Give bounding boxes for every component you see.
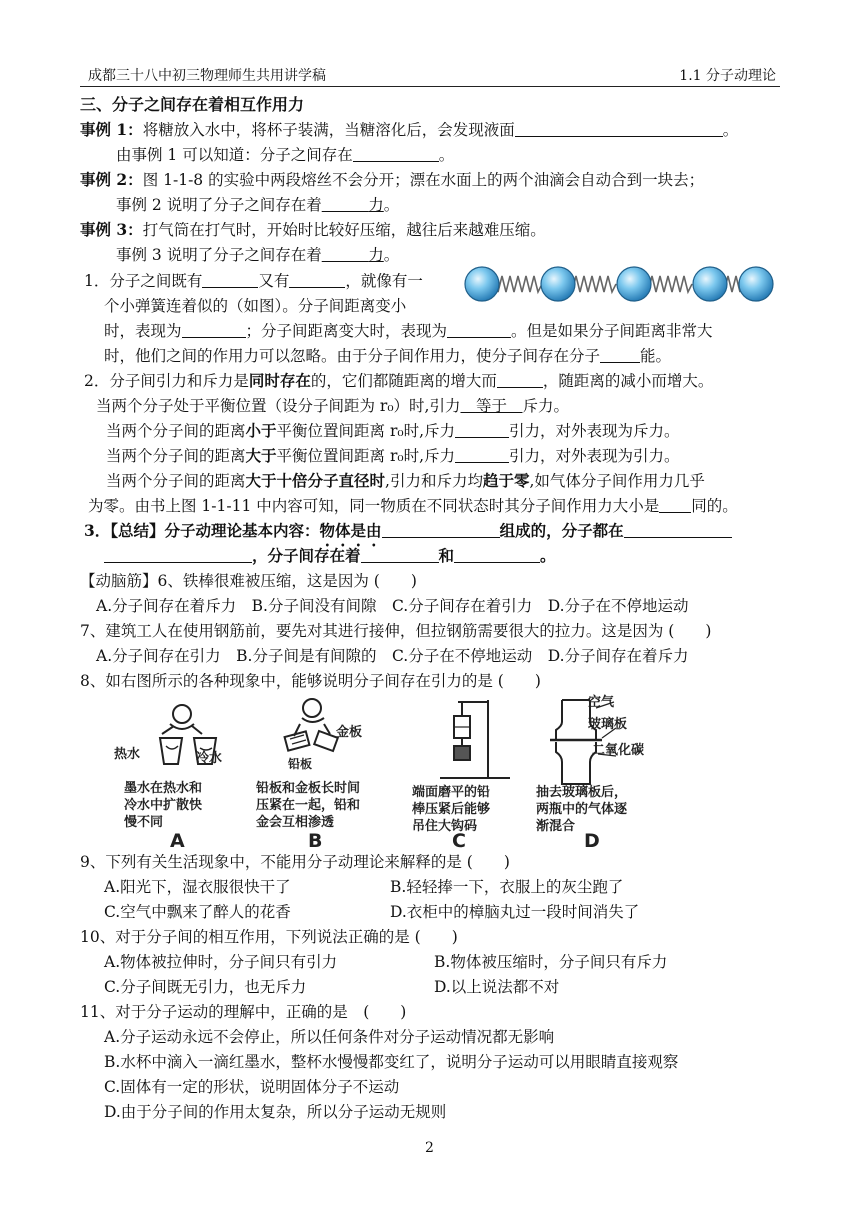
- page-header: [80, 62, 780, 87]
- question-6-stem: 【动脑筋】6、铁棒很难被压缩，这是因为 ( ): [80, 572, 417, 590]
- example-2: 事例 2：图 1-1-8 的实验中两段熔丝不会分开；漂在水面上的两个油滴会自动合到一块去；: [80, 170, 705, 189]
- point-1-line-4: 时，他们之间的作用力可以忽略。由于分子间作用力，使分子间存在分子 能。: [104, 347, 672, 365]
- blank[interactable]: [382, 521, 500, 538]
- blank[interactable]: 等于: [475, 397, 507, 415]
- blank[interactable]: [624, 521, 732, 538]
- header-lesson: 1.1 分子动理论: [679, 68, 776, 84]
- label-cold-water: 冷水: [196, 751, 223, 766]
- point-1-line-3: 时，表现为 ；分子间距离变大时，表现为 。但是如果分子间距离非常大: [104, 322, 713, 340]
- caption-c: 端面磨平的铅 棒压紧后能够 吊住大钩码: [412, 785, 491, 834]
- option-b[interactable]: B.分子间是有间隙的: [236, 647, 377, 665]
- question-7-options: [96, 645, 689, 667]
- question-10-option-d[interactable]: D.以上说法都不对: [434, 978, 560, 996]
- point-2-line-5: 当两个分子间的距离大于十倍分子直径时,引力和斥力均趋于零,如气体分子间作用力几乎: [106, 471, 705, 490]
- point-2-line-3: 当两个分子间的距离小于平衡位置间距离 r₀时,斥力 引力，对外表现为斥力。: [106, 421, 680, 440]
- question-11-option-d[interactable]: D.由于分子间的作用太复杂，所以分子运动无规则: [104, 1103, 447, 1121]
- question-6-options: [96, 595, 689, 617]
- option-d[interactable]: D.分子在不停地运动: [547, 597, 689, 615]
- example-1: 事例 1：将糖放入水中，将杯子装满，当糖溶化后，会发现液面 。: [80, 120, 739, 139]
- blank[interactable]: [202, 271, 258, 288]
- question-8-stem: 8、如右图所示的各种现象中，能够说明分子间存在引力的是 ( ): [80, 672, 541, 690]
- option-a[interactable]: A.分子间存在引力: [96, 647, 221, 665]
- caption-a: 墨水在热水和 冷水中扩散快 慢不同: [124, 781, 203, 830]
- label-lead-plate: 铅板: [288, 757, 313, 771]
- blank[interactable]: 力: [368, 246, 384, 264]
- point-3-line-2: ，分子间存在着 和 。: [104, 545, 556, 567]
- molecule-spring-diagram: [462, 262, 776, 306]
- molecule: [541, 267, 575, 301]
- question-9-option-b[interactable]: B.轻轻捧一下，衣服上的灰尘跑了: [390, 878, 624, 896]
- blank[interactable]: [455, 446, 509, 463]
- point-2-line-2: 当两个分子处于平衡位置（设分子间距为 r₀）时,引力 等于 斥力。: [96, 397, 570, 415]
- point-1-line-2: 个小弹簧连着似的（如图）。分子间距离变小: [104, 297, 407, 315]
- section-title: 三、分子之间存在着相互作用力: [80, 95, 305, 114]
- example-1-conclusion: 由事例 1 可以知道：分子之间存在 。: [116, 146, 455, 164]
- question-8-figure: [110, 694, 645, 852]
- point-3-line-1: 3．【总结】分子动理论基本内容：物体是由 组成的，分子都在: [84, 520, 732, 550]
- question-11-stem: 11、对于分子运动的理解中，正确的是 ( ): [80, 1003, 407, 1021]
- blank[interactable]: [515, 120, 723, 137]
- question-9-option-a[interactable]: A.阳光下，湿衣服很快干了: [104, 878, 291, 896]
- label-glass-plate: 玻璃板: [588, 717, 628, 732]
- blank[interactable]: [600, 346, 640, 363]
- blank[interactable]: [454, 546, 540, 563]
- label-gold-plate: 金板: [336, 725, 363, 740]
- molecule: [617, 267, 651, 301]
- question-9-option-c[interactable]: C.空气中飘来了醉人的花香: [104, 903, 291, 921]
- question-10-stem: 10、对于分子间的相互作用，下列说法正确的是 ( ): [80, 928, 458, 946]
- figure-letter-b: B: [308, 830, 323, 852]
- sketch-c: [440, 700, 510, 778]
- option-a[interactable]: A.分子间存在着斥力: [96, 597, 237, 615]
- question-11-option-b[interactable]: B.水杯中滴入一滴红墨水，整杯水慢慢都变红了，说明分子运动可以用眼睛直接观察: [104, 1053, 679, 1071]
- sketch-b: [285, 699, 338, 751]
- molecule: [739, 267, 773, 301]
- label-air: 空气: [588, 695, 615, 710]
- example-3-conclusion: 事例 3 说明了分子之间存在着 力。: [116, 246, 400, 264]
- blank[interactable]: [182, 321, 246, 338]
- page-number: 2: [425, 1140, 434, 1156]
- blank[interactable]: [353, 145, 439, 162]
- example-3: 事例 3：打气筒在打气时，开始时比较好压缩，越往后来越难压缩。: [80, 220, 546, 239]
- blank[interactable]: [289, 271, 345, 288]
- caption-d: 抽去玻璃板后， 两瓶中的气体逐 渐混合: [536, 785, 628, 834]
- question-11-option-c[interactable]: C.固体有一定的形状，说明固体分子不运动: [104, 1078, 400, 1096]
- blank[interactable]: [104, 546, 252, 563]
- question-9-option-d[interactable]: D.衣柜中的樟脑丸过一段时间消失了: [390, 903, 640, 921]
- point-2-line-1: 2．分子间引力和斥力是同时存在的，它们都随距离的增大而 ，随距离的减小而增大。: [84, 371, 714, 390]
- figure-letter-a: A: [170, 830, 185, 852]
- blank[interactable]: [659, 496, 691, 513]
- question-10-option-c[interactable]: C.分子间既无引力，也无斥力: [104, 978, 307, 996]
- blank[interactable]: [455, 421, 509, 438]
- question-10-option-a[interactable]: A.物体被拉伸时，分子间只有引力: [104, 953, 338, 971]
- blank[interactable]: [361, 546, 439, 563]
- caption-b: 铅板和金板长时间 压紧在一起，铅和 金会互相渗透: [256, 781, 361, 830]
- option-c[interactable]: C.分子在不停地运动: [391, 647, 533, 665]
- question-11-option-a[interactable]: A.分子运动永远不会停止，所以任何条件对分子运动情况都无影响: [104, 1028, 555, 1046]
- molecule: [465, 267, 499, 301]
- option-b[interactable]: B.分子间没有间隙: [251, 597, 377, 615]
- blank[interactable]: 力: [368, 196, 384, 214]
- figure-letter-d: D: [584, 830, 600, 852]
- figure-letter-c: C: [452, 830, 466, 852]
- blank[interactable]: [447, 321, 511, 338]
- label-hot-water: 热水: [114, 747, 141, 762]
- option-c[interactable]: C.分子间存在着引力: [391, 597, 533, 615]
- point-2-line-6: 为零。由书上图 1-1-11 中内容可知，同一物质在不同状态时其分子间作用力大小是 同的。: [88, 497, 738, 515]
- molecule: [693, 267, 727, 301]
- question-9-stem: 9、下列有关生活现象中，不能用分子动理论来解释的是 ( ): [80, 853, 510, 871]
- question-10-option-b[interactable]: B.物体被压缩时，分子间只有斥力: [434, 953, 668, 971]
- header-school: 成都三十八中初三物理师生共用讲学稿: [88, 68, 326, 84]
- point-2-line-4: 当两个分子间的距离大于平衡位置间距离 r₀时,斥力 引力，对外表现为引力。: [106, 446, 680, 465]
- question-7-stem: 7、建筑工人在使用钢筋前，要先对其进行接伸，但拉钢筋需要很大的拉力。这是因为 ( ): [80, 622, 712, 640]
- label-co2: 二氧化碳: [592, 743, 645, 758]
- example-2-conclusion: 事例 2 说明了分子之间存在着 力。: [116, 196, 400, 214]
- blank[interactable]: [497, 371, 543, 388]
- option-d[interactable]: D.分子间存在着斥力: [547, 647, 689, 665]
- point-1-line-1: 1．分子之间既有 又有 ，就像有一: [84, 272, 423, 290]
